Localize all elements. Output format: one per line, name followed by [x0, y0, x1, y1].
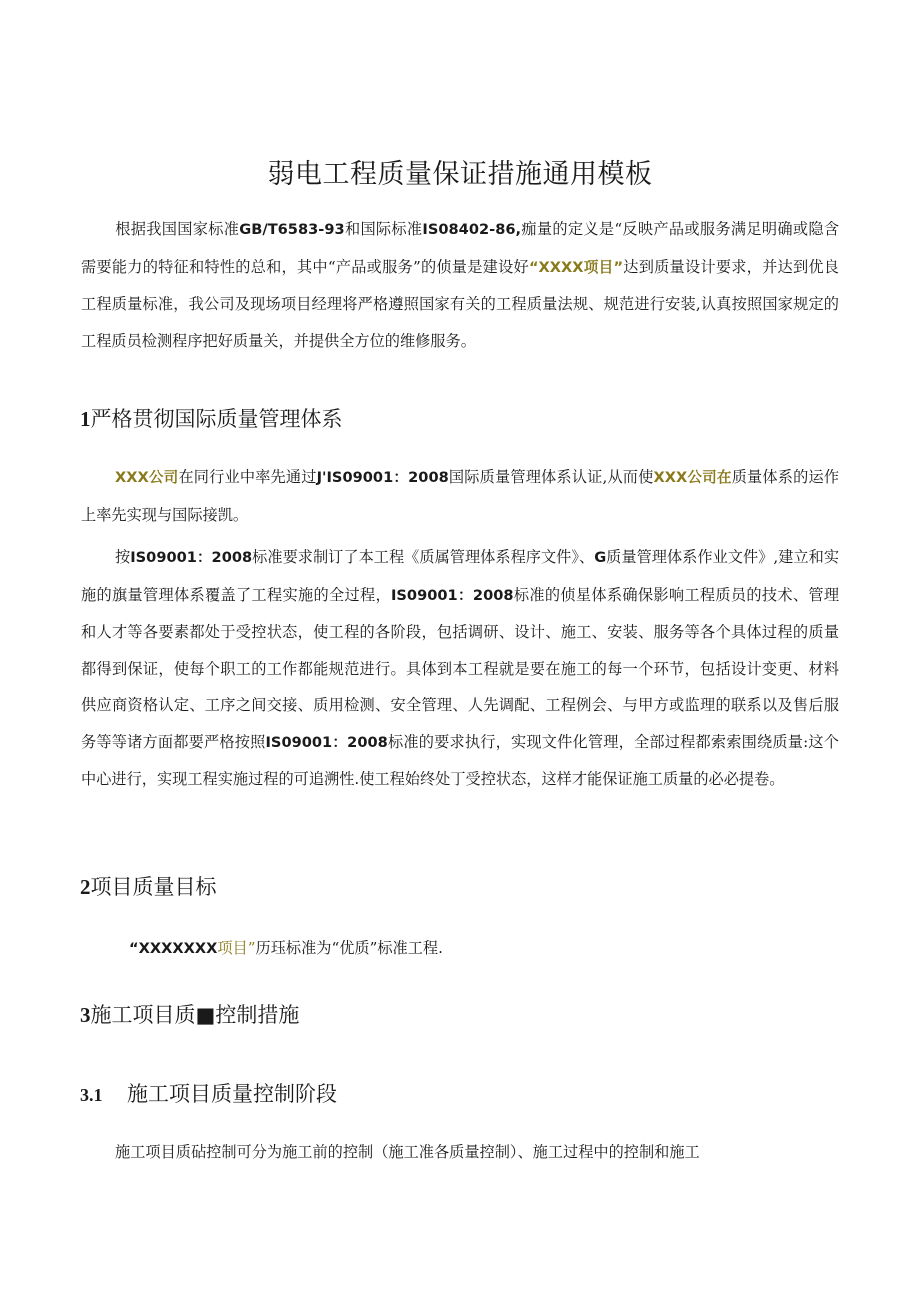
- intro-text: 根据我国国家标准: [115, 220, 240, 238]
- section1-paragraph2: [81, 539, 839, 798]
- paragraph-text: 质量体系的运作上率先实现与国际接凯。: [81, 468, 840, 524]
- section-heading: [80, 999, 299, 1029]
- paragraph-text: 标准的侦星体系确保影响工程质员的技术、管理和人才等各要素都处于受控状态，使工程的各阶段，包括调研、设计、施工、安装、服务等各个具体过程的质量都得到保证，使每个职工的工作都能规范进行。具体到本工程就是要在施工的每一个环节，包括设计变更、材料供应商资格认定、工序之间交接、质用检测、安全管理、人先调配、工程例会、与甲方或监理的联系以及售后服务等等诸方面都要严格按照: [81, 585, 840, 751]
- standard-code: IS09001：2008: [390, 586, 514, 604]
- project-suffix: 项目”: [217, 939, 256, 957]
- section-title: 项目质量目标: [90, 875, 217, 899]
- intro-text: 达到质量设计要求，并达到优良工程质量标准，我公司及现场项目经理将严格遵照国家有关的工程质量法规、规范进行安装,认真按照国家规定的工程质员检测程序把好质量关，并提供全方位的维修服务。: [81, 257, 839, 350]
- letter-g: G: [594, 549, 607, 566]
- paragraph-text: 质量管理体系作业文件》,建立和实施的旗量管理体系覆盖了工程实施的全过程，: [81, 548, 840, 604]
- document-title: 弱电工程质量保证措施通用模板: [267, 159, 653, 190]
- section-heading: [80, 403, 343, 433]
- subsection-paragraph: [81, 1134, 839, 1171]
- section-number: 1: [80, 407, 91, 431]
- standard-code: GB/T6583-93: [239, 221, 345, 238]
- paragraph-text: 在同行业中率先通过: [178, 468, 317, 486]
- paragraph-text: 国际质量管理体系认证,从而使: [448, 468, 654, 486]
- paragraph-text: 施工项目质砧控制可分为施工前的控制（施工准各质量控制）、施工过程中的控制和施工: [115, 1143, 700, 1161]
- paragraph-text: 按: [115, 548, 131, 566]
- company-name: XXX公司在: [653, 469, 732, 486]
- section1-paragraph1: [81, 459, 839, 533]
- section-title: 严格贯彻国际质量管理体系: [90, 407, 343, 431]
- subsection-heading: [80, 1078, 337, 1108]
- standard-code: J'IS09001：2008: [316, 469, 449, 486]
- section-number: 2: [80, 875, 91, 899]
- intro-paragraph: [81, 211, 839, 359]
- standard-code: IS09001：2008: [130, 549, 253, 566]
- section-title: 施工项目质■控制措施: [90, 1003, 300, 1027]
- paragraph-text: 历珏标准为“优质”标准工程.: [255, 939, 443, 957]
- section-number: 3: [80, 1003, 91, 1027]
- paragraph-text: 标准要求制订了本工程《质属管理体系程序文件》、: [252, 548, 595, 566]
- standard-code: IS09001：2008: [265, 733, 388, 751]
- standard-code: IS08402-86,: [422, 221, 522, 238]
- section2-paragraph: [81, 930, 839, 968]
- paragraph-text: 标准的要求执行，实现文件化管理，全部过程都索索围绕质量:这个中心进行，实现工程实施过程的可追溯性.使工程始终处丁受控状态，这样才能保证施工质量的必必提卷。: [81, 732, 839, 788]
- subsection-number: 3.1: [80, 1085, 103, 1105]
- intro-text: 和国际标准: [344, 220, 423, 238]
- company-name: XXX公司: [115, 469, 179, 486]
- intro-text: 痂量的定义是“反映产品或服务满足明确或隐含需要能力的特征和特性的总和，其中“产品或服务”的侦量是建设好: [81, 220, 840, 276]
- project-name: “XXXXXXX: [129, 940, 218, 957]
- project-name: “XXXX项目”: [528, 258, 624, 276]
- subsection-title: 施工项目质量控制阶段: [127, 1082, 337, 1106]
- section-heading: [80, 871, 217, 901]
